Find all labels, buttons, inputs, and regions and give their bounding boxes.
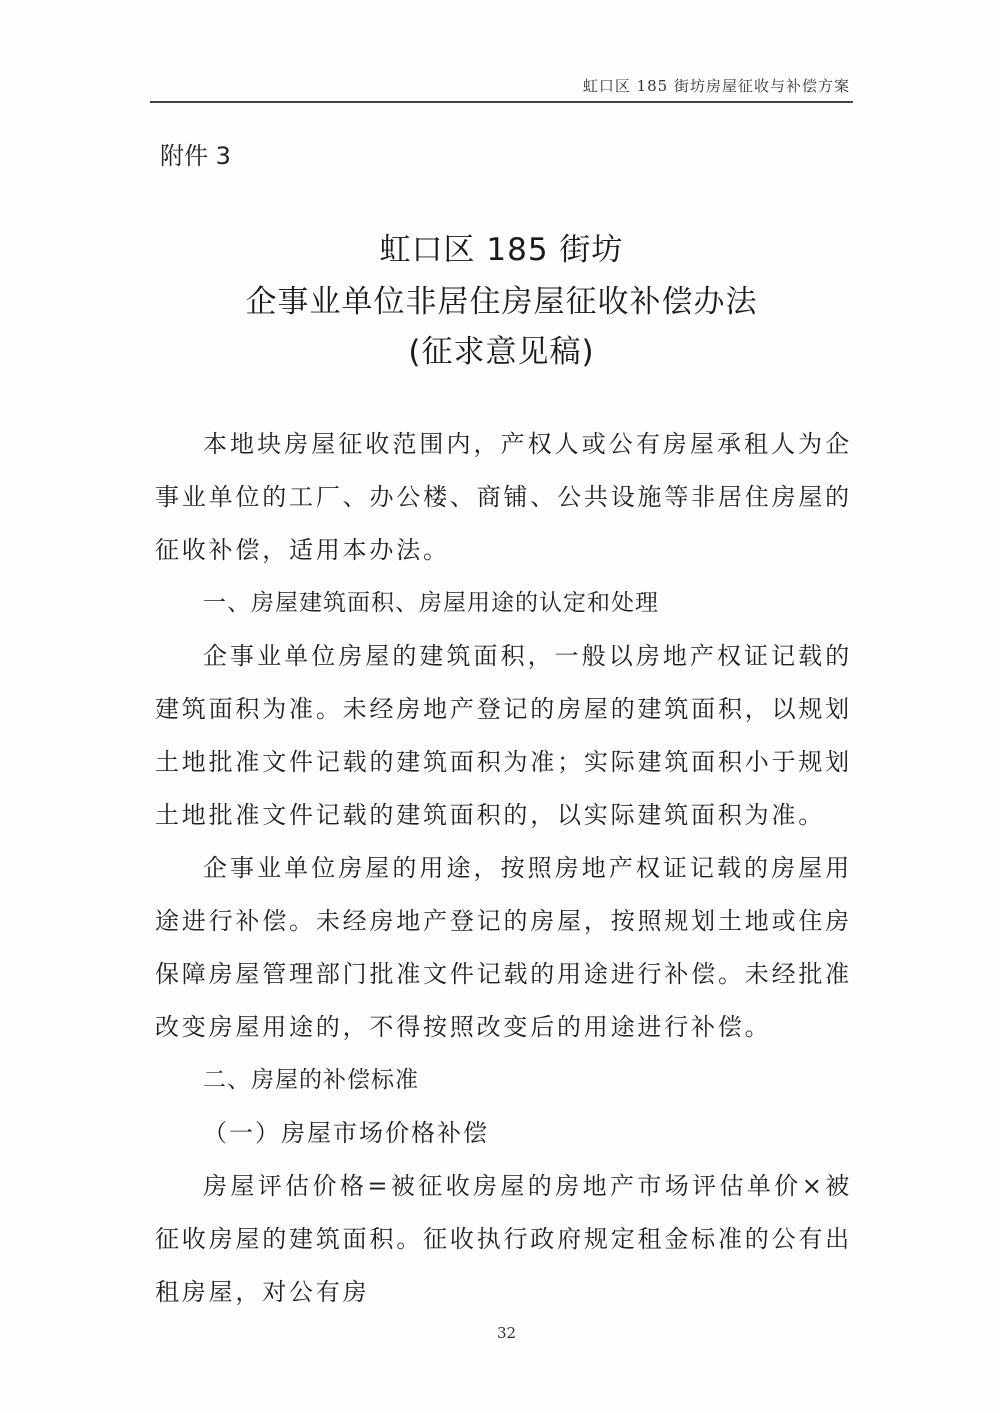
- section-2-subheading-1: （一）房屋市场价格补偿: [203, 1119, 489, 1147]
- section-2-heading: 二、房屋的补偿标准: [203, 1067, 419, 1093]
- title-line-2: 企事业单位非居住房屋征收补偿办法: [245, 284, 758, 320]
- section-1-paragraph-1: 企事业单位房屋的建筑面积，一般以房地产权证记载的建筑面积为准。未经房地产登记的房屋的建筑面积，以规划土地批准文件记载的建筑面积为准；实际建筑面积小于规划土地批准文件记载的建筑面积的，以实际建筑面积为准。: [155, 642, 852, 829]
- intro-paragraph: 本地块房屋征收范围内，产权人或公有房屋承租人为企事业单位的工厂、办公楼、商铺、公共设施等非居住房屋的征收补偿，适用本办法。: [155, 430, 852, 564]
- running-header: 虹口区 185 街坊房屋征收与补偿方案: [582, 77, 850, 95]
- section-1-paragraph-2: 企事业单位房屋的用途，按照房地产权证记载的房屋用途进行补偿。未经房地产登记的房屋，按照规划土地或住房保障房屋管理部门批准文件记载的用途进行补偿。未经批准改变房屋用途的，不得按照改变后的用途进行补偿。: [155, 854, 852, 1041]
- section-1-heading: 一、房屋建筑面积、房屋用途的认定和处理: [203, 590, 659, 616]
- section-2-paragraph-1: 房屋评估价格=被征收房屋的房地产市场评估单价×被征收房屋的建筑面积。征收执行政府规定租金标准的公有出租房屋，对公有房: [155, 1172, 852, 1306]
- page-number: 32: [496, 1324, 517, 1342]
- header-rule: [150, 101, 853, 103]
- title-line-3: (征求意见稿): [408, 334, 595, 370]
- attachment-label: 附件 3: [160, 142, 231, 170]
- title-line-1: 虹口区 185 街坊: [379, 232, 624, 268]
- body-text: [155, 418, 852, 1319]
